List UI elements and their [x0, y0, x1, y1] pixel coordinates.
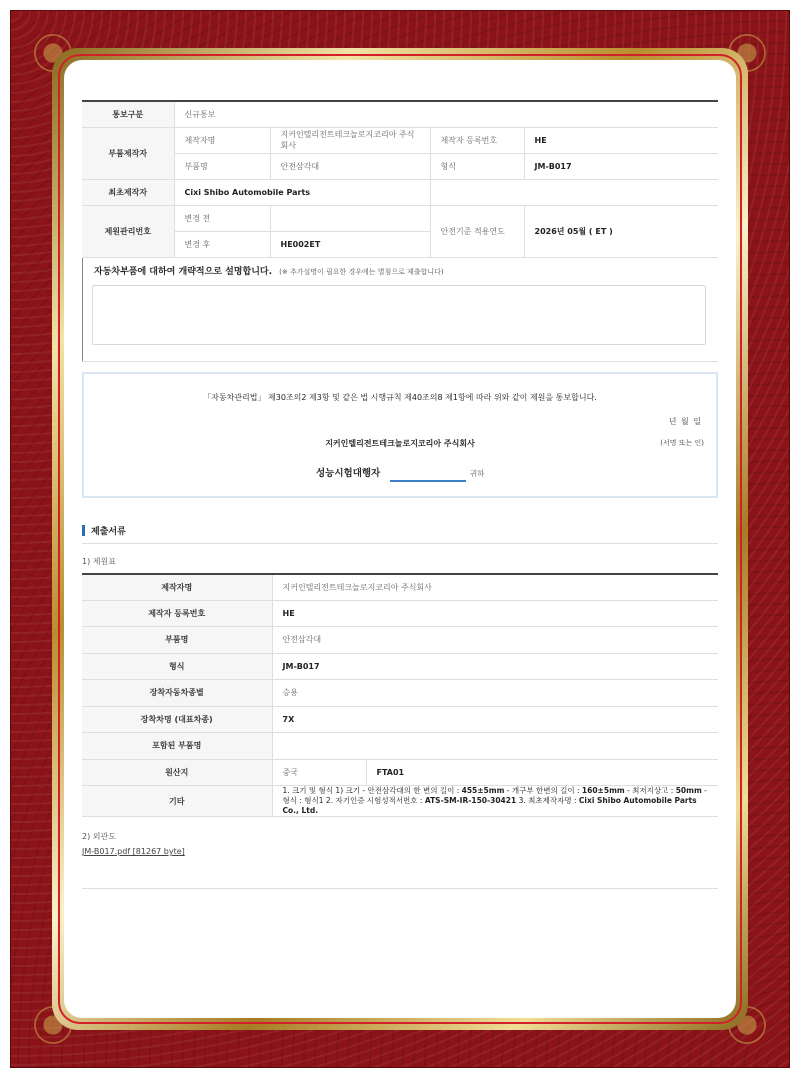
empty-cell: [430, 179, 718, 205]
table-row: [82, 205, 718, 231]
maker-reg-value: HE: [524, 127, 718, 153]
spec-model-label: 형식: [82, 653, 272, 680]
before-label: 변경 전: [174, 205, 270, 231]
other-text-value: 160±5mm: [581, 786, 625, 795]
spec-included-parts-value: [272, 733, 718, 760]
model-label: 형식: [430, 153, 524, 179]
spec-sheet-title: 1) 제원표: [82, 556, 116, 566]
table-row: [82, 653, 718, 680]
spec-maker-name-value: 지커인텔리전트테크놀로지코리아 주식회사: [272, 574, 718, 601]
table-row: [82, 627, 718, 654]
spec-origin-label: 원산지: [82, 759, 272, 786]
section-bar-icon: [82, 525, 85, 536]
submission-title-text: 제출서류: [91, 526, 126, 537]
table-row: [82, 127, 718, 153]
spec-vehicle-type-value: 승용: [272, 680, 718, 707]
spec-origin-code: FTA01: [366, 759, 718, 786]
table-row: [82, 574, 718, 601]
part-name-label: 부품명: [174, 153, 270, 179]
honorific-label: 귀하: [470, 468, 485, 478]
description-section: [82, 258, 718, 362]
spec-included-parts-label: 포함된 부품명: [82, 733, 272, 760]
end-divider: [82, 888, 718, 889]
safety-year-value: 2026년 05월 ( ET ): [524, 205, 718, 257]
document-content: [82, 100, 718, 889]
spec-other-value: [272, 786, 718, 817]
description-textarea[interactable]: [92, 285, 706, 345]
table-row: [82, 733, 718, 760]
notice-type-label: 통보구분: [82, 101, 174, 127]
other-text-value: 455±5mm: [461, 786, 505, 795]
statement-company: 지커인텔리전트테크놀로지코리아 주식회사: [325, 438, 475, 448]
spec-part-name-label: 부품명: [82, 627, 272, 654]
table-row: [82, 153, 718, 179]
spec-vehicle-name-label: 장착차명 (대표차종): [82, 706, 272, 733]
signature-label: (서명 또는 인): [660, 438, 704, 447]
table-row: [82, 101, 718, 127]
table-row: [82, 600, 718, 627]
spec-other-label: 기타: [82, 786, 272, 817]
after-label: 변경 후: [174, 231, 270, 257]
spec-maker-reg-label: 제작자 등록번호: [82, 600, 272, 627]
maker-name-label: 제작자명: [174, 127, 270, 153]
recipient-underline: [390, 480, 466, 482]
before-value: [270, 205, 430, 231]
table-row: [82, 179, 718, 205]
submission-section-title: [82, 522, 718, 544]
other-text-value: Cixi Shibo Automobile Parts Co., Ltd.: [282, 796, 697, 815]
notice-type-value: 신규통보: [174, 101, 718, 127]
recipient-label: 성능시험대행자: [316, 467, 381, 479]
maker-reg-label: 제작자 등록번호: [430, 127, 524, 153]
spec-maker-reg-value: HE: [272, 600, 718, 627]
left-divider: [82, 258, 83, 361]
table-row: [82, 680, 718, 707]
description-note: (※ 추가설명이 필요한 경우에는 별첨으로 제출합니다): [279, 267, 444, 276]
spec-part-name-value: 안전삼각대: [272, 627, 718, 654]
original-maker-value: Cixi Shibo Automobile Parts: [174, 179, 430, 205]
other-text-part: 1. 크기 및 형식 1) 크기 - 안전삼각대의 한 변의 길이 :: [282, 786, 462, 795]
spec-vehicle-type-label: 장착자동차종별: [82, 680, 272, 707]
description-title: [94, 264, 708, 277]
other-text-part: 3. 최초제작자명 :: [516, 796, 579, 805]
notification-form-table: [82, 100, 718, 258]
drawing-file-link[interactable]: JM-B017.pdf [81267 byte]: [82, 847, 185, 856]
model-value: JM-B017: [524, 153, 718, 179]
spec-mgmt-label: 제원관리번호: [82, 205, 174, 257]
other-text-value: 50mm: [675, 786, 702, 795]
statement-text: 「자동차관리법」 제30조의2 제3항 및 같은 법 시행규칙 제40조의8 제1항에 따라 위와 같이 제원을 통보합니다.: [203, 392, 597, 402]
statement-date: 년 월 일: [668, 416, 702, 426]
part-name-value: 안전삼각대: [270, 153, 430, 179]
other-text-part: - 형식 : 형식1 2. 자기인증 시험성적서번호 :: [282, 786, 707, 805]
spec-model-value: JM-B017: [272, 653, 718, 680]
spec-vehicle-name-value: 7X: [272, 706, 718, 733]
other-text-part: - 개구부 한변의 길이 :: [504, 786, 582, 795]
maker-name-value: 지커인텔리전트테크놀로지코리아 주식회사: [270, 127, 430, 153]
table-row: [82, 759, 718, 786]
other-text-part: - 최저지상고 :: [624, 786, 676, 795]
table-row: [82, 786, 718, 817]
other-text-value: ATS-SM-IR-150-30421: [424, 796, 517, 805]
notification-statement-box: [82, 372, 718, 498]
spec-sheet-table: [82, 573, 718, 818]
drawing-title: 2) 외관도: [82, 832, 116, 841]
spec-origin-value: 중국: [272, 759, 366, 786]
after-value: HE002ET: [270, 231, 430, 257]
table-row: [82, 706, 718, 733]
parts-maker-label: 부품제작자: [82, 127, 174, 179]
original-maker-label: 최초제작자: [82, 179, 174, 205]
description-title-text: 자동차부품에 대하여 개략적으로 설명합니다.: [94, 266, 273, 277]
spec-maker-name-label: 제작자명: [82, 574, 272, 601]
safety-year-label: 안전기준 적용연도: [430, 205, 524, 257]
